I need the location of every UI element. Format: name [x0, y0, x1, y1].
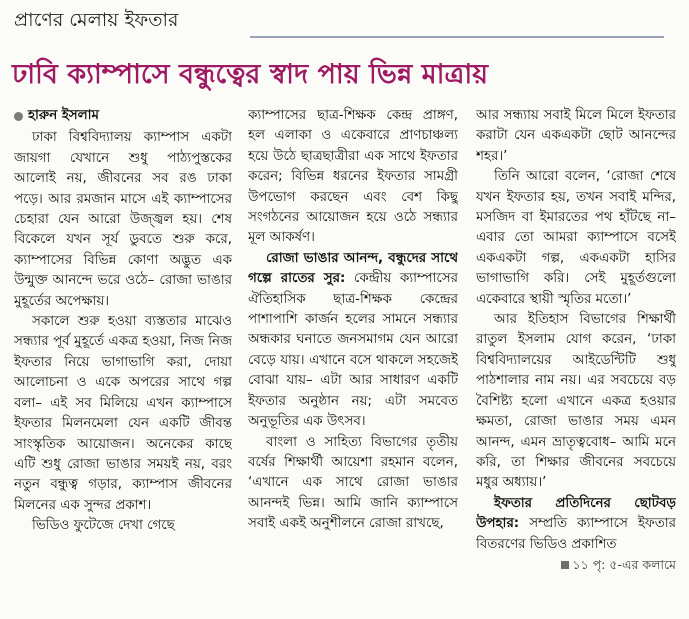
paragraph: সকালে শুরু হওয়া ব্যস্ততার মাঝেও সন্ধ্যার পূর্ব মুহূর্তে একত্র হওয়া, নিজ নিজ ইফতার নিয়ে ভাগাভাগি করা, দোয়া আলোচনা ও একে অপরের সাথে গল্প বলা– এই সব মিলিয়ে এখন ক্যাম্পাসে ইফতার মিলনমেলা যেন একটি জীবন্ত সাংস্কৃতিক আয়োজন। অনেকের কাছে এটি শুধু রোজা ভাঙার সময়ই নয়, বরং নতুন বন্ধুত্ব গড়ার, ক্যাম্পাস জীবনের মিলনের এক সুন্দর প্রকাশ।: [14, 314, 232, 513]
square-bullet-icon: [561, 561, 569, 569]
paragraph-with-subhead: [476, 494, 676, 555]
paragraph: ঢাকা বিশ্ববিদ্যালয় ক্যাম্পাস একটা জায়গা যেখানে শুধু পাঠ্যপুস্তকের আলোই নয়, জীবনের সব রঙ ঢাকা পড়ে। আর রমজান মাসে এই ক্যাম্পাসের চেহারা যেন আরো উজ্জ্বল হয়। শেষ বিকেলে যখন সূর্য ডুবতে শুরু করে, ক্যাম্পাসের বিভিন্ন কোণা অদ্ভুত এক উন্মুক্ত আনন্দে ভরে ওঠে– রোজা ভাঙার মুহূর্তের অপেক্ষায়।: [14, 130, 232, 309]
paragraph: ভিডিও ফুটেজে দেখা গেছে: [32, 518, 175, 534]
column-1: [14, 106, 232, 594]
subheading: ইফতার প্রতিদিনের ছোটবড় উপহার:: [476, 495, 676, 532]
continuation-text: ১১ পৃ: ৫-এর কলামে: [572, 556, 676, 572]
paragraph-text: সম্প্রতি ক্যাম্পাসে ইফতার বিতরণের ভিডিও প্রকাশিত: [476, 516, 676, 552]
column-2: [248, 106, 458, 594]
paragraph: তিনি আরো বলেন, ‘রোজা শেষে যখন ইফতার হয়, তখন সবাই মন্দির, মসজিদ বা ইমারতের পথ হাঁটছে না– এবার তো আমরা ক্যাম্পাসে বসেই একএকটা গল্প, একএকটা হাসির ভাগাভাগি করি। সেই মুহূর্তগুলো একেবারে স্থায়ী স্মৃতির মতো।’: [476, 169, 676, 307]
paragraph: আর সন্ধ্যায় সবাই মিলে মিলে ইফতার করাটা যেন একএকটা ছোট আনন্দের শহর।’: [476, 108, 676, 164]
byline-name: হারুন ইসলাম: [28, 108, 99, 123]
continuation-note: [476, 555, 676, 575]
byline: [14, 106, 232, 126]
paragraph-with-subhead: [248, 249, 458, 433]
column-3: [476, 106, 676, 594]
kicker-rule: [250, 36, 664, 38]
paragraph: ক্যাম্পাসের ছাত্র-শিক্ষক কেন্দ্র প্রাঙ্গণ, হল এলাকা ও একেবারে প্রাণচাঞ্চল্য হয়ে উঠে ছাত্রছাত্রীরা এক সাথে ইফতার করেন; বিভিন্ন ধরনের ইফতার সামগ্রী উপভোগ করছেন এবং বেশ কিছু সংগঠনের আয়োজন হয়ে ওঠে সন্ধ্যার মূল আকর্ষণ।: [248, 108, 458, 246]
headline: ঢাবি ক্যাম্পাসে বন্ধুত্বের স্বাদ পায় ভিন্ন মাত্রায়: [12, 59, 489, 90]
bullet-icon: [14, 112, 23, 121]
subheading: রোজা ভাঙার আনন্দ, বন্ধুদের সাথে গল্পে রাতের সুর:: [248, 250, 458, 287]
paragraph-text: কেন্দ্রীয় ক্যাম্পাসের ঐতিহাসিক ছাত্র-শিক্ষক কেন্দ্রের পাশাপাশি কার্জন হলের সামনে সন্ধ্যার অন্ধকার ঘনাতে জনসমাগম যেন আরো বেড়ে যায়। এখানে বসে থাকলে সহজেই বোঝা যায়– এটা আর সাধারণ একটি ইফতার অনুষ্ঠান নয়; এটা সমবেত অনুভূতির এক উৎসব।: [248, 271, 458, 430]
kicker: প্রাণের মেলায় ইফতার: [14, 9, 179, 31]
paragraph: আর ইতিহাস বিভাগের শিক্ষার্থী রাতুল ইসলাম যোগ করেন, ‘ঢাকা বিশ্ববিদ্যালয়ের আইডেন্টিটি শুধু পাঠশালার নাম নয়। এর সবচেয়ে বড় বৈশিষ্ট্য হলো এখানে একত্র হওয়ার ক্ষমতা, রোজা ভাঙার সময় এমন আনন্দ, এমন ভ্রাতৃত্ববোধ– আমি মনে করি, তা শিক্ষার জীবনের সবচেয়ে মধুর অধ্যায়।’: [476, 312, 676, 491]
paragraph: বাংলা ও সাহিত্য বিভাগের তৃতীয় বর্ষের শিক্ষার্থী আয়েশা রহমান বলেন, ‘এখানে এক সাথে রোজা ভাঙার আনন্দই ভিন্ন। আমি জানি ক্যাম্পাসে সবাই একই অনুশীলনে রোজা রাখছে,: [248, 434, 458, 532]
